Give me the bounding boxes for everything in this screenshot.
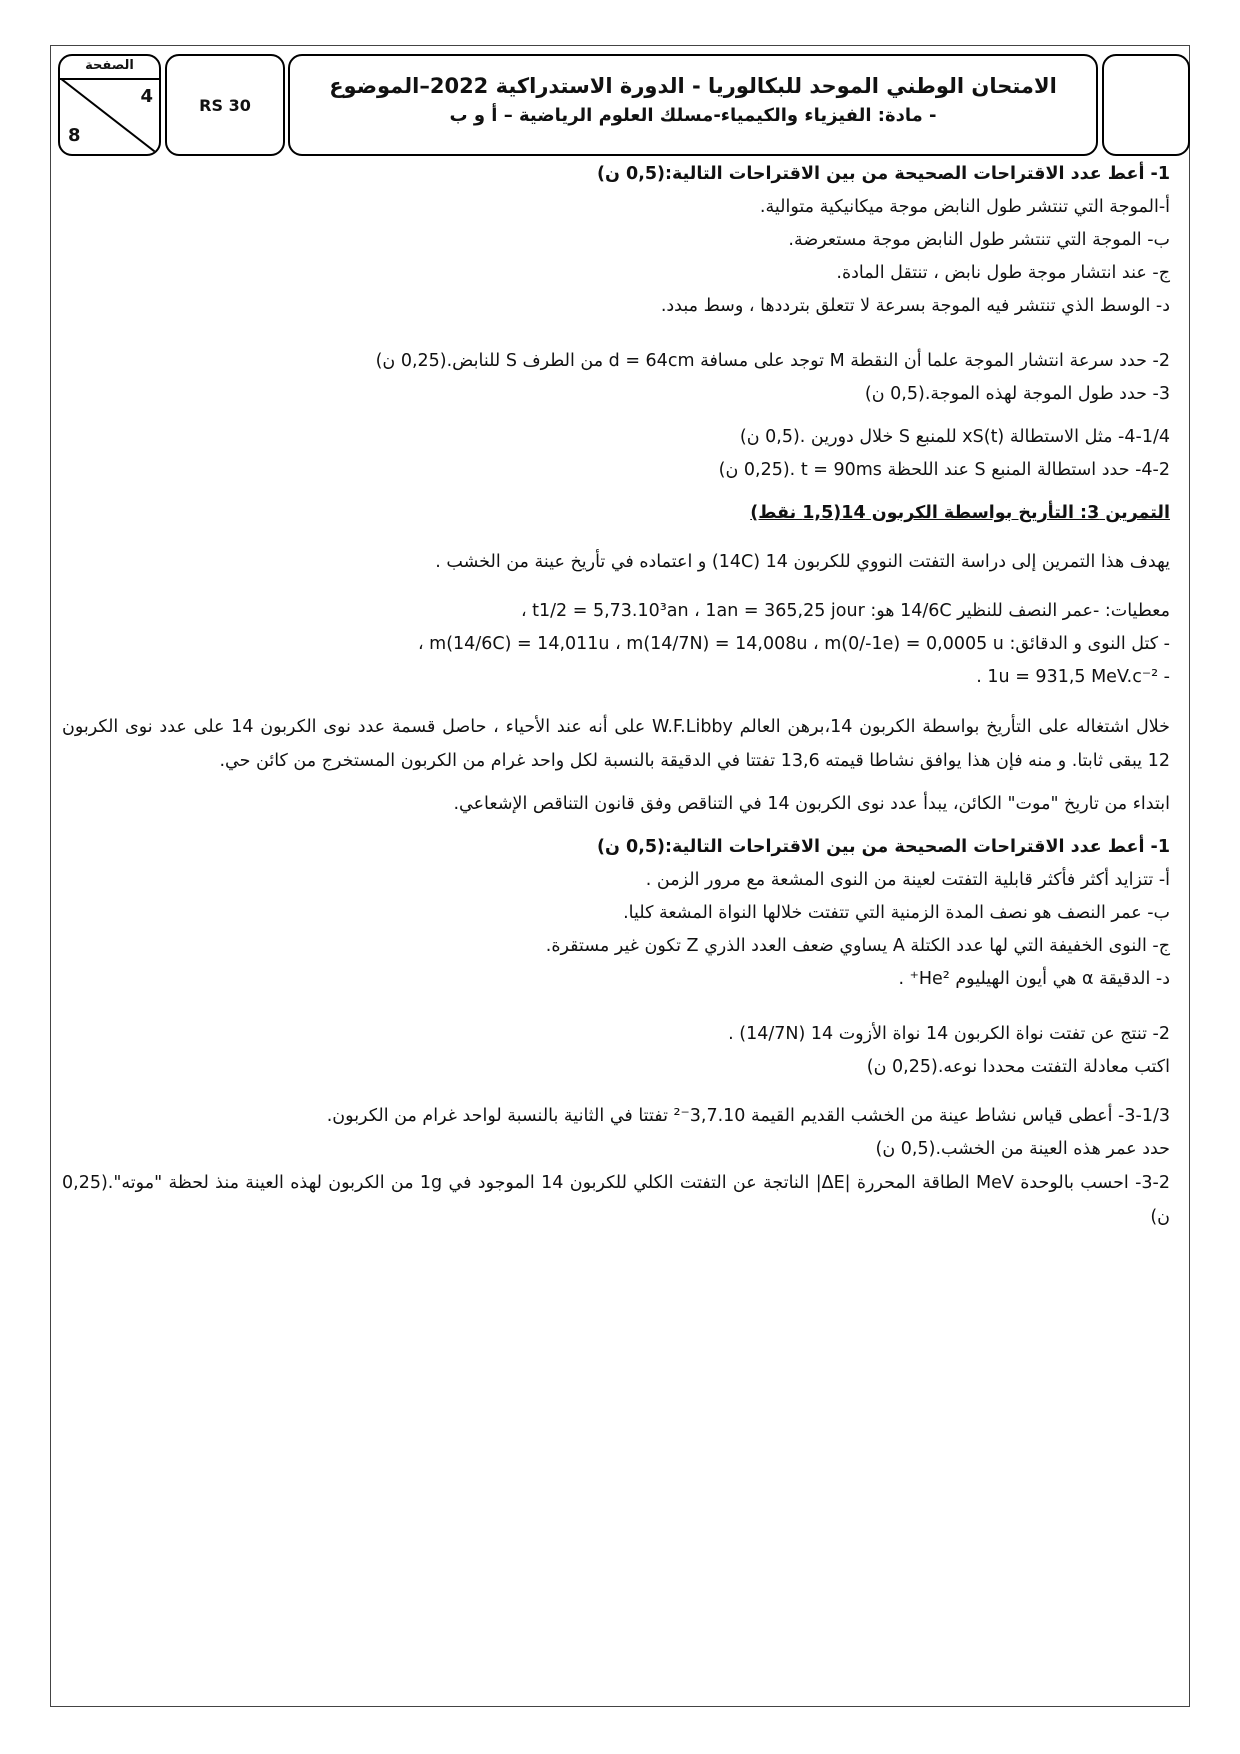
spacer (62, 996, 1170, 1018)
spacer (62, 579, 1170, 595)
text-line: 2- تنتج عن تفتت نواة الكربون 14 نواة الأزوت 14 (14/7N) . (728, 1024, 1170, 1044)
text-line: د- الدقيقة α هي أيون الهيليوم He²⁺ . (898, 969, 1170, 989)
text-line: ج- النوى الخفيفة التي لها عدد الكتلة A يساوي ضعف العدد الذري Z تكون غير مستقرة. (545, 936, 1170, 956)
text-line: - 1u = 931,5 MeV.c⁻² . (976, 667, 1170, 687)
page-label: الصفحة (85, 58, 134, 73)
text-line: معطيات: -عمر النصف للنظير 14/6C هو: t1/2 = 5,73.10³an ، 1an = 365,25 jour ، (520, 601, 1170, 621)
text-line: ب- عمر النصف هو نصف المدة الزمنية التي تتفتت خلالها النواة المشعة كليا. (623, 903, 1170, 923)
text-line: 1- أعط عدد الاقتراحات الصحيحة من بين الاقتراحات التالية:(0,5 ن) (597, 164, 1170, 184)
text-line: 4-1/4- مثل الاستطالة xS(t) للمنبع S خلال دورين .(0,5 ن) (739, 427, 1170, 447)
text-line: د- الوسط الذي تنتشر فيه الموجة بسرعة لا تتعلق بترددها ، وسط مبدد. (660, 296, 1170, 316)
spacer (62, 411, 1170, 421)
exam-code-box (165, 54, 285, 156)
text-line: يهدف هذا التمرين إلى دراسة التفتت النووي للكربون 14 (14C) و اعتماده في تأريخ عينة من الخشب . (435, 552, 1170, 572)
exam-content (62, 158, 1170, 1234)
page-current: 4 (140, 86, 153, 107)
text-line: ج- عند انتشار موجة طول نابض ، تنتقل المادة. (836, 263, 1170, 283)
text-line: 2- حدد سرعة انتشار الموجة علما أن النقطة M توجد على مسافة d = 64cm من الطرف S للنابض.(0,25 ن) (375, 351, 1170, 371)
exam-title: الامتحان الوطني الموحد للبكالوريا - الدورة الاستدراكية 2022–الموضوع (329, 74, 1057, 98)
text-line: ابتداء من تاريخ "موت" الكائن، يبدأ عدد نوى الكربون 14 في التناقص وفق قانون التناقص الإشعاعي. (453, 794, 1170, 814)
spacer (62, 778, 1170, 788)
text-line: 1- أعط عدد الاقتراحات الصحيحة من بين الاقتراحات التالية:(0,5 ن) (597, 837, 1170, 857)
exam-subject: - مادة: الفيزياء والكيمياء-مسلك العلوم الرياضية – أ و ب (449, 105, 937, 126)
text-line: خلال اشتغاله على التأريخ بواسطة الكربون 14،برهن العالم W.F.Libby على أنه عند الأحياء ، حاصل قسمة عدد نوى الكربون 14 على عدد نوى الكربون 12 يبقى ثابتا. و منه فإن هذا يوافق نشاطا قيمته 13,6 تفتتا في الدقيقة بالنسبة لكل واحد غرام من الكربون المستخرج من كائن حي. (62, 717, 1170, 771)
text-line: ب- الموجة التي تنتشر طول النابض موجة مستعرضة. (788, 230, 1170, 250)
text-line: حدد عمر هذه العينة من الخشب.(0,5 ن) (875, 1139, 1170, 1159)
text-line: 3-2- احسب بالوحدة MeV الطاقة المحررة |ΔE| الناتجة عن التفتت الكلي للكربون 14 الموجود في 1g من الكربون لهذه العينة منذ لحظة "موته".(0,25 ن) (62, 1173, 1170, 1227)
text-line: أ- تتزايد أكثر فأكثر قابلية التفتت لعينة من النوى المشعة مع مرور الزمن . (645, 870, 1170, 890)
text-line: 3-1/3- أعطى قياس نشاط عينة من الخشب القديم القيمة 3,7.10⁻² تفتتا في الثانية بالنسبة لواحد غرام من الكربون. (326, 1106, 1170, 1126)
text-line: التمرين 3: التأريخ بواسطة الكربون 14(1,5 نقط) (750, 503, 1170, 523)
page-total: 8 (68, 125, 81, 146)
page-number-box (58, 54, 161, 156)
exam-code: RS 30 (199, 95, 251, 115)
text-line: اكتب معادلة التفتت محددا نوعه.(0,25 ن) (866, 1057, 1170, 1077)
exam-title-box (288, 54, 1098, 156)
text-line: - كتل النوى و الدقائق: m(14/6C) = 14,011u ، m(14/7N) = 14,008u ، m(0/-1e) = 0,0005 u ، (417, 634, 1170, 654)
spacer (62, 821, 1170, 831)
blank-box (1102, 54, 1190, 156)
text-line: 3- حدد طول الموجة لهذه الموجة.(0,5 ن) (864, 384, 1170, 404)
spacer (62, 1084, 1170, 1100)
spacer (62, 323, 1170, 345)
spacer (62, 694, 1170, 710)
spacer (62, 487, 1170, 497)
text-line: 4-2- حدد استطالة المنبع S عند اللحظة t = 90ms .(0,25 ن) (718, 460, 1170, 480)
spacer (62, 530, 1170, 546)
text-line: أ-الموجة التي تنتشر طول النابض موجة ميكانيكية متوالية. (759, 197, 1170, 217)
